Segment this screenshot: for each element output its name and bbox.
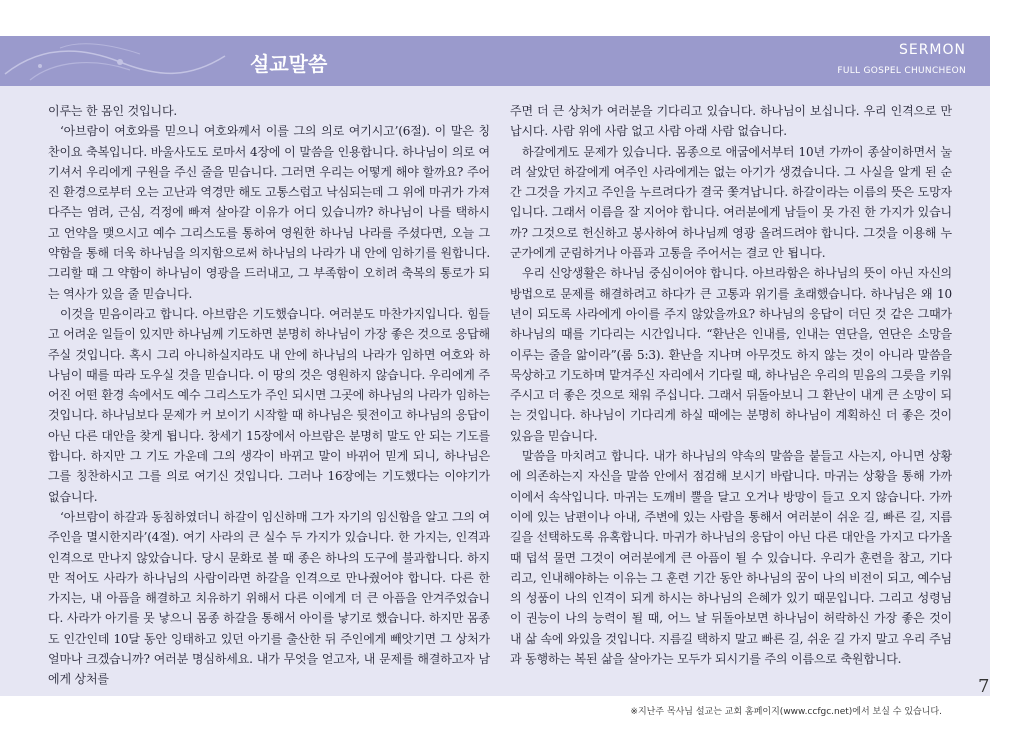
header-band — [0, 36, 990, 86]
paragraph: 말씀을 마치려고 합니다. 내가 하나님의 약속의 말씀을 붙들고 사는지, 아니면 상황에 의존하는지 자신을 말씀 안에서 점검해 보시기 바랍니다. 마귀는 상황을 통해 가까이에서 속삭입니다. 마귀는 도깨비 뿔을 달고 오거나 방망이 들고 오지 않습니다. 가까이에 있는 남편이나 아내, 주변에 있는 사람을 통해서 여러분이 쉬운 길, 빠른 길, 지름길을 선택하도록 유혹합니다. 마귀가 하나님의 응답이 아닌 다른 대안을 가지고 다가올 때 덥석 물면 그것이 여러분에게 큰 아픔이 될 수 있습니다. 우리가 훈련을 참고, 기다리고, 인내해야하는 이유는 그 훈련 기간 동안 하나님의 꿈이 나의 비전이 되고, 예수님의 성품이 나의 인격이 되게 하시는 하나님의 은혜가 있기 때문입니다. 그리고 성령님이 권능이 나의 능력이 될 때, 어느 날 뒤돌아보면 하나님이 허락하신 가장 좋은 것이 내 삶 속에 와있을 것입니다. 지름길 택하지 말고 빠른 길, 쉬운 길 가지 말고 우리 주님과 동행하는 복된 삶을 살아가는 모두가 되시기를 주의 이름으로 축원합니다. — [510, 449, 952, 667]
paragraph: 주면 더 큰 상처가 여러분을 기다리고 있습니다. 하나님이 보십니다. 우리 인격으로 만납시다. 사람 위에 사람 없고 사람 아래 사람 없습니다. — [510, 104, 952, 139]
paragraph: ‘아브람이 여호와를 믿으니 여호와께서 이를 그의 의로 여기시고’(6절). 이 말은 칭찬이요 축복입니다. 바울사도도 로마서 4장에 이 말씀을 인용합니다. 하나님이 의로 여기셔서 우리에게 구원을 주신 줄을 믿습니다. 그러면 우리는 어떻게 해야 할까요? 주어진 환경으로부터 오는 고난과 역경만 해도 고통스럽고 낙심되는데 그 위에 마귀가 가져다주는 염려, 근심, 걱정에 빠져 살아갈 이유가 어디 있습니까? 하나님이 나를 택하시고 언약을 맺으시고 예수 그리스도를 통하여 영원한 하나님 나라를 주셨다면, 오늘 그 약함을 통해 더욱 하나님을 의지함으로써 하나님의 나라가 내 안에 임하기를 원합니다. 그리할 때 그 약함이 하나님이 영광을 드러내고, 그 부족함이 오히려 축복의 통로가 되는 역사가 있을 줄 믿습니다. — [48, 124, 490, 301]
page-title: 설교말씀 — [250, 52, 328, 76]
paragraph: 이것을 믿음이라고 합니다. 아브람은 기도했습니다. 여러분도 마찬가지입니다. 힘들고 어려운 일들이 있지만 하나님께 기도하면 분명히 하나님이 가장 좋은 것으로 응답해 주실 것입니다. 혹시 그리 아니하실지라도 내 안에 하나님의 나라가 임하면 여호와 하나님이 때를 따라 도우실 것을 믿습니다. 이 땅의 것은 영원하지 않습니다. 우리에게 주어진 어떤 환경 속에서도 예수 그리스도가 주인 되시면 그곳에 하나님의 나라가 임하는 것입니다. 하나님보다 문제가 커 보이기 시작할 때 하나님은 뒷전이고 하나님의 응답이 아닌 다른 대안을 찾게 됩니다. 창세기 15장에서 아브람은 분명히 말도 안 되는 기도를 합니다. 하지만 그 기도 가운데 그의 생각이 바뀌고 말이 바뀌어 믿게 되니, 하나님은 그를 칭찬하시고 그를 의로 여기신 것입니다. 그러나 16장에는 기도했다는 이야기가 없습니다. — [48, 306, 490, 504]
church-name: FULL GOSPEL CHUNCHEON — [837, 66, 966, 76]
footnote: ※지난주 목사님 설교는 교회 홈페이지(www.ccfgc.net)에서 보실 수 있습니다. — [630, 707, 942, 717]
paragraph: ‘아브람이 하갈과 동침하였더니 하갈이 임신하매 그가 자기의 임신함을 알고 그의 여주인을 멸시한지라’(4절). 여기 사라의 큰 실수 두 가지가 있습니다. 한 가지는, 인격과 인격으로 만나지 않았습니다. 당시 문화로 볼 때 종은 하나의 도구에 불과합니다. 하지만 적어도 사라가 하나님의 사람이라면 하갈을 인격으로 만나줬어야 합니다. 다른 한 가지는, 내 아픔을 해결하고 치유하기 위해서 다른 이에게 더 큰 아픔을 안겨주었습니다. 사라가 아기를 못 낳으니 몸종 하갈을 통해서 아이를 낳기로 했습니다. 하지만 몸종도 인간인데 10달 동안 잉태하고 있던 아기를 출산한 뒤 주인에게 빼앗기면 그 상처가 얼마나 크겠습니까? 여러분 명심하세요. 내가 무엇을 얻고자, 내 문제를 해결하고자 남에게 상처를 — [48, 509, 490, 687]
ornament-swirl-icon — [0, 36, 230, 86]
left-column — [48, 101, 490, 690]
section-label: SERMON — [898, 42, 966, 58]
paragraph: 이루는 한 몸인 것입니다. — [48, 104, 178, 118]
right-column — [510, 101, 952, 669]
paragraph: 하갈에게도 문제가 있습니다. 몸종으로 애굽에서부터 10년 가까이 종살이하면서 눌려 살았던 하갈에게 여주인 사라에게는 없는 아기가 생겼습니다. 그 사실을 알게 된 순간 그것을 가지고 주인을 누르려다가 결국 쫓겨납니다. 하갈이라는 이름의 뜻은 도망자입니다. 그래서 이름을 잘 지어야 합니다. 여러분에게 남들이 못 가진 한 가지가 있습니까? 그것으로 헌신하고 봉사하여 하나님께 영광 올려드려야 합니다. 그것을 이용해 누군가에게 군림하거나 아픔과 고통을 주어서는 결코 안 됩니다. — [510, 144, 952, 261]
page-number: 7 — [978, 676, 990, 697]
paragraph: 우리 신앙생활은 하나님 중심이어야 합니다. 아브라함은 하나님의 뜻이 아닌 자신의 방법으로 문제를 해결하려고 하다가 큰 고통과 위기를 초래했습니다. 하나님은 왜 10년이 되도록 사라에게 아이를 주지 않았을까요? 하나님의 응답이 더딘 것 같은 그때가 하나님의 때를 기다리는 시간입니다. “환난은 인내를, 인내는 연단을, 연단은 소망을 이루는 줄을 앎이라”(롬 5:3). 환난을 지나며 아무것도 하지 않는 것이 아니라 말씀을 묵상하고 기도하며 맡겨주신 자리에서 기다릴 때, 하나님은 우리의 믿음의 그릇을 키워주시고 더 좋은 것으로 채워 주십니다. 그래서 뒤돌아보니 그 환난이 내게 큰 소망이 되는 것입니다. 하나님이 기다리게 하실 때에는 분명히 하나님이 계획하신 더 좋은 것이 있음을 믿습니다. — [510, 266, 952, 443]
